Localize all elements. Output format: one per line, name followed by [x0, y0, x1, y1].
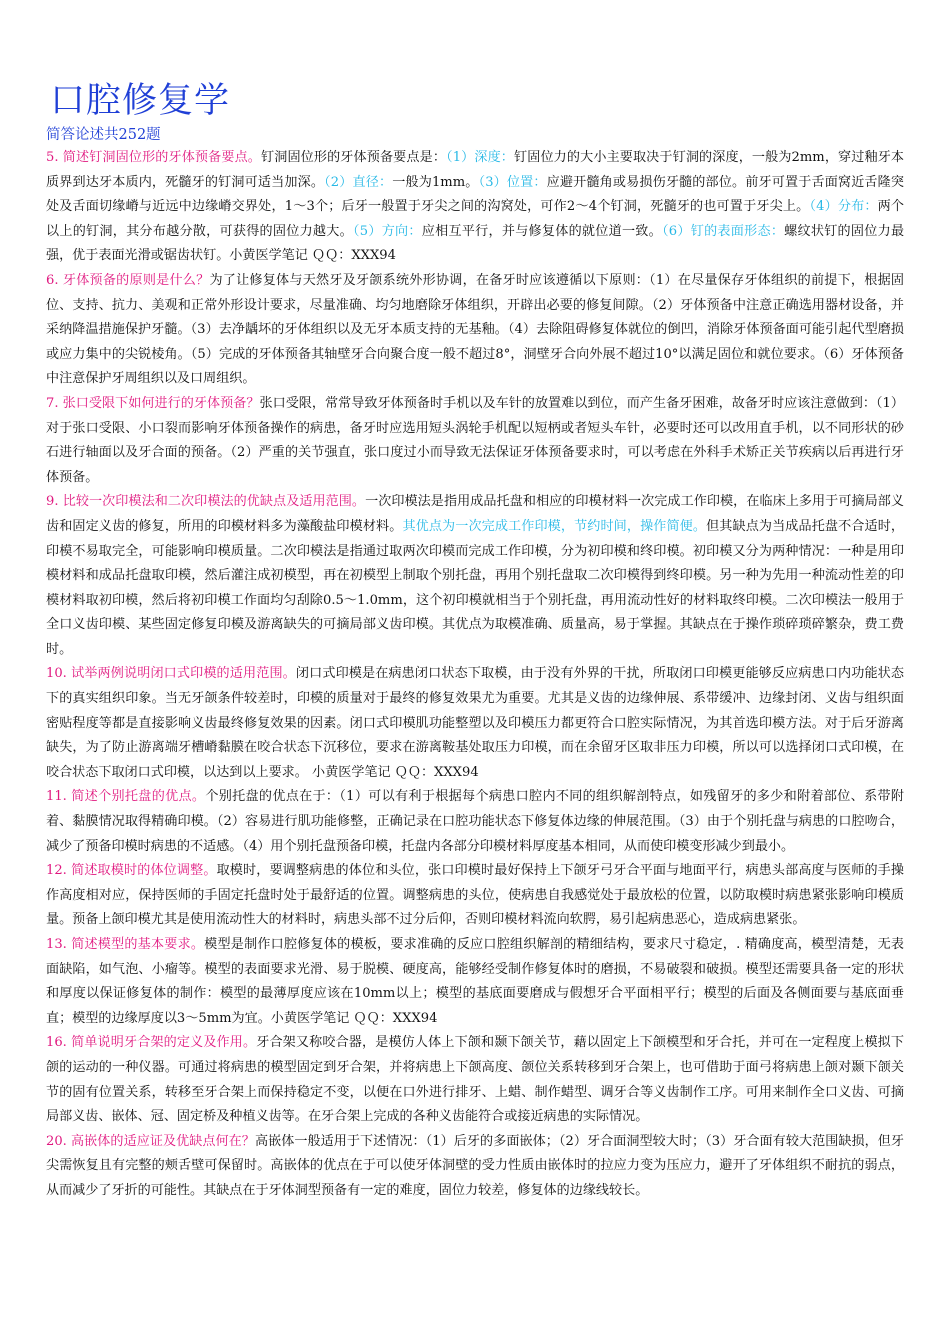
answer-text: 为了让修复体与天然牙及牙颌系统外形协调，在备牙时应该遵循以下原则：（1）在尽量保存牙体组织的前提下，根据固位、支持、抗力、美观和正常外形设计要求，尽量准确、均匀地磨除牙体组织，开辟出必要的修复间隙。（2）牙体预备中注意正确选用器材设备，并采纳降温措施保护牙髓。（3）去净龋坏的牙体组织以及无牙本质支持的无基釉。（4）去除阻碍修复体就位的倒凹，消除牙体预备面可能引起代型磨损或应力集中的尖锐棱角。（5）完成的牙体预备其轴壁牙合向聚合度一般不超过8°，洞壁牙合向外展不超过10°以满足固位和就位要求。（6）牙体预备中注意保护牙周组织以及口周组织。	[46, 272, 904, 387]
answer-text: 牙合架又称咬合器，是模仿人体上下颌和颞下颌关节，藉以固定上下颌模型和牙合托，并可在一定程度上模拟下颌的运动的一种仪器。可通过将病患的模型固定到牙合架，并将病患上下颌高度、颌位关系转移到牙合架上，也可借助于面弓将病患上颌对颞下颌关节的固有位置关系，转移至牙合架上而保持稳定不变，以便在口外进行排牙、上蜡、制作蜡型、调牙合等义齿制作工序。可用来制作全口义齿、可摘局部义齿、嵌体、冠、固定桥及种植义齿等。在牙合架上完成的各种义齿能符合或接近病患的实际情况。	[46, 1035, 904, 1125]
highlighted-text: （3）位置：	[478, 174, 547, 190]
answer-text: 模型是制作口腔修复体的模板，要求准确的反应口腔组织解剖的精细结构，要求尺寸稳定，. 精确度高，模型清楚，无表面缺陷，如气泡、小瘤等。模型的表面要求光滑、易于脱模、硬度高，能够经受制作修复体时的磨损，不易破裂和破损。模型还需要具备一定的形状和厚度以保证修复体的制作：模型的最薄厚度应该在10mm以上；模型的基底面要磨成与假想牙合平面相平行；模型的后面及各侧面要与基底面垂直；模型的边缘厚度以3～5mm为宜。小黄医学笔记 ＱＱ：XXX94	[46, 937, 904, 1026]
document-page	[46, 78, 904, 1204]
qa-item	[46, 490, 904, 662]
qa-item	[46, 785, 904, 859]
qa-item	[46, 933, 904, 1031]
answer-text: 张口受限，常常导致牙体预备时手机以及车针的放置难以到位，而产生备牙困难，故备牙时应该注意做到：（1）对于张口受限、小口裂而影响牙体预备操作的病患，备牙时应选用短头涡轮手机配以短柄或者短头车针，必要时还可以改用直手机，以不同形状的砂石进行轴面以及牙合面的预备。（2）严重的关节强直，张口度过小而导致无法保证牙体预备要求时，可以考虑在外科手术矫正关节疾病以后再进行牙体预备。	[46, 395, 905, 485]
question-text: 6. 牙体预备的原则是什么？	[46, 272, 210, 288]
qa-item	[46, 269, 904, 392]
question-text: 10. 试举两例说明闭口式印模的适用范围。	[46, 666, 296, 682]
highlighted-text: （6）钉的表面形态：	[662, 223, 785, 239]
answer-text: 钉洞固位形的牙体预备要点是：	[261, 150, 447, 165]
answer-text: 但其缺点为当成品托盘不合适时，印模不易取完全，可能影响印模质量。二次印模法是指通过取两次印模而完成工作印模，分为初印模和终印模。初印模又分为两种情况：一种是用印模材料和成品托盘取印模，然后灌注成初模型，再在初模型上制取个别托盘，再用个别托盘取二次印模得到终印模。另一种为先用一种流动性差的印模材料取初印模，然后将初印模工作面均匀刮除0.5～1.0mm，这个初印模就相当于个别托盘，再用流动性好的材料取终印模。二次印模法一般用于全口义齿印模、某些固定修复印模及游离缺失的可摘局部义齿印模。其优点为取模准确、质量高，易于掌握。其缺点在于操作琐碎琐碎繁杂，费工费时。	[46, 518, 905, 657]
highlighted-text: （4）分布：	[809, 199, 878, 215]
answer-text: 两个以上的钉洞，其分布越分散，可获得的固位力越大。	[46, 199, 905, 239]
question-text: 7. 张口受限下如何进行的牙体预备？	[46, 395, 260, 411]
answer-text: 应相互平行，并与修复体的就位道一致。	[421, 223, 663, 239]
document-subtitle: 简答论述共252题	[46, 127, 161, 143]
answer-text: 螺纹状钉的固位力最强，优于表面光滑或锯齿状钉。小黄医学笔记 ＱＱ：XXX94	[46, 223, 905, 264]
highlighted-text: 其优点为一次完成工作印模，节约时间，操作简便。	[402, 518, 707, 534]
answer-text: 一次印模法是指用成品托盘和相应的印模材料一次完成工作印模，在临床上多用于可摘局部义齿和固定义齿的修复，所用的印模材料多为藻酸盐印模材料。	[46, 494, 905, 534]
document-title: 口腔修复学	[50, 81, 231, 121]
qa-item	[46, 1130, 904, 1204]
question-text: 5. 简述钉洞固位形的牙体预备要点。	[46, 150, 262, 165]
qa-item	[46, 392, 904, 490]
highlighted-text: （2）直径：	[324, 174, 393, 190]
answer-text: 高嵌体一般适用于下述情况：（1）后牙的多面嵌体；（2）牙合面洞型较大时；（3）牙合面有较大范围缺损，但牙尖需恢复且有完整的颊舌壁可保留时。高嵌体的优点在于可以使牙体洞壁的受力性质由嵌体时的拉应力变为压应力，避开了牙体组织不耐抗的弱点，从而减少了牙折的可能性。其缺点在于牙体洞型预备有一定的难度，固位力较差，修复体的边缘线较长。	[46, 1133, 904, 1198]
highlighted-text: （1）深度：	[446, 150, 515, 165]
question-text: 16. 简单说明牙合架的定义及作用。	[46, 1035, 257, 1051]
answer-text: 一般为1mm。	[392, 174, 479, 190]
qa-item	[46, 859, 904, 933]
qa-item	[46, 662, 904, 785]
answer-text: 个别托盘的优点在于：（1）可以有利于根据每个病患口腔内不同的组织解剖特点，如残留牙的多少和附着部位、系带附着、黏膜情况取得精确印模。（2）容易进行肌功能修整，正确记录在口腔功能状态下修复体边缘的伸展范围。（3）由于个别托盘与病患的口腔吻合，减少了预备印模时病患的不适感。（4）用个别托盘预备印模，托盘内各部分印模材料厚度基本相同，从而使印模变形减少到最小。	[46, 789, 904, 854]
answer-text: 钉固位力的大小主要取决于钉洞的深度，一般为2mm，穿过釉牙本质界到达牙本质内，死髓牙的钉洞可适当加深。	[46, 150, 905, 190]
question-text: 13. 简述模型的基本要求。	[46, 937, 205, 952]
answer-text: 闭口式印模是在病患闭口状态下取模，由于没有外界的干扰，所取闭口印模更能够反应病患口内功能状态下的真实组织印象。当无牙颌条件较差时，印模的质量对于最终的修复效果尤为重要。尤其是义齿的边缘伸展、系带缓冲、边缘封闭、义齿与组织面密贴程度等都是直接影响义齿最终修复效果的因素。闭口式印模肌功能整塑以及印模压力都更符合口腔实际情况，为其首选印模方法。对于后牙游离缺失，为了防止游离端牙槽嵴黏膜在咬合状态下沉移位，要求在游离鞍基处取压力印模，而在余留牙区取非压力印模，所以可以选择闭口式印模，在咬合状态下取闭口式印模，以达到以上要求。 小黄医学笔记 ＱＱ：XXX94	[46, 666, 904, 780]
question-text: 9. 比较一次印模法和二次印模法的优缺点及适用范围。	[46, 494, 366, 510]
answer-text: 取模时，要调整病患的体位和头位，张口印模时最好保持上下颌牙弓牙合平面与地面平行，病患头部高度与医师的手操作高度相对应，保持医师的手固定托盘时处于最舒适的位置。调整病患的头位，使病患自我感觉处于最放松的位置，以防取模时病患紧张影响印模质量。预备上颌印模尤其是使用流动性大的材料时，病患头部不过分后仰，否则印模材料流向软腭，易引起病患恶心，造成病患紧张。	[46, 863, 904, 928]
qa-item	[46, 146, 904, 269]
question-text: 12. 简述取模时的体位调整。	[46, 863, 217, 879]
question-text: 11. 简述个别托盘的优点。	[46, 789, 206, 805]
question-text: 20. 高嵌体的适应证及优缺点何在？	[46, 1133, 255, 1149]
qa-list	[46, 146, 904, 1204]
answer-text: 应避开髓角或易损伤牙髓的部位。前牙可置于舌面窝近舌隆突处及舌面切缘嵴与近远中边缘嵴交界处，1～3个；后牙一般置于牙尖之间的沟窝处，可作2～4个钉洞，死髓牙的也可置于牙尖上。	[46, 174, 905, 215]
highlighted-text: （5）方向：	[352, 223, 422, 239]
qa-item	[46, 1031, 904, 1129]
